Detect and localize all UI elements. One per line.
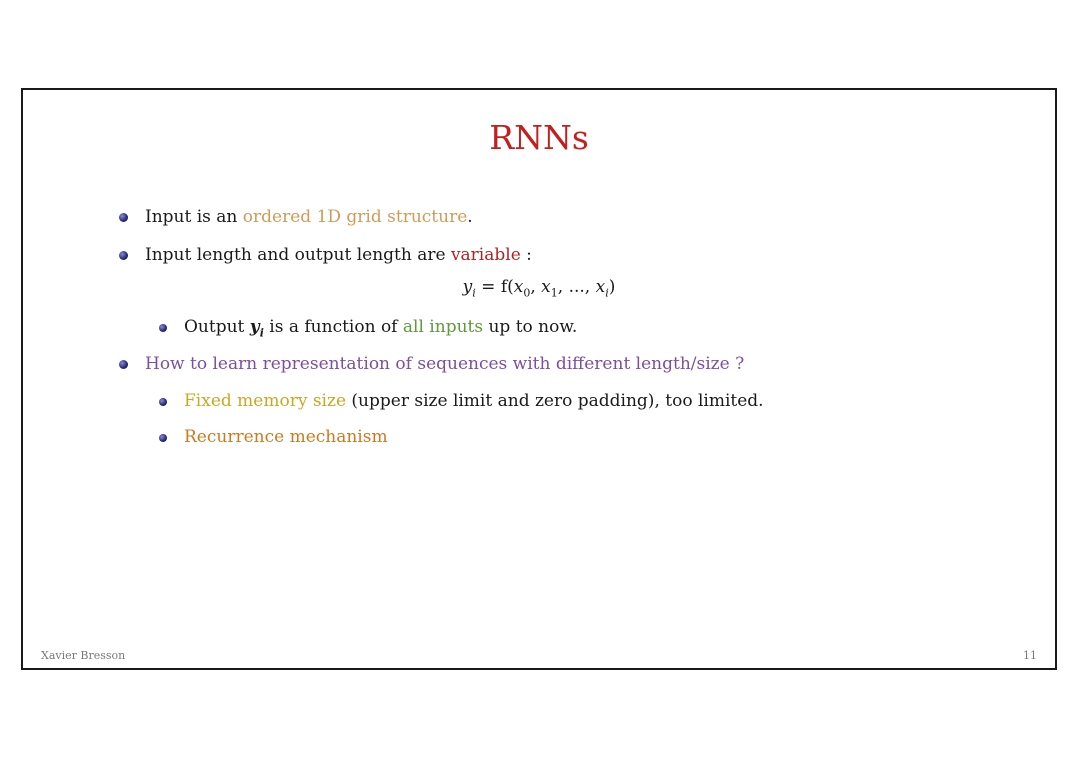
- bullet-1-highlight: ordered 1D grid structure: [242, 207, 468, 227]
- bullet-item-2: [145, 245, 532, 265]
- bullet-2-text: Input length and output length are: [145, 245, 451, 265]
- slide: [21, 88, 1057, 670]
- sub-bullet-icon: [159, 398, 167, 406]
- bullet-icon: [119, 360, 128, 369]
- bullet-2-post: :: [520, 245, 532, 265]
- bullet-icon: [119, 213, 128, 222]
- sub-bullet-1-highlight: all inputs: [402, 317, 484, 337]
- sub-bullet-item-1: Output $y_i$ is a function of all inputs up to now.: [184, 317, 578, 340]
- bullet-icon: [119, 251, 128, 260]
- sub-bullet-item-3: Recurrence mechanism: [184, 427, 388, 447]
- slide-title: RNNs: [489, 118, 589, 157]
- bullet-item-3: How to learn representation of sequences with different length/size ?: [145, 354, 745, 374]
- footer-author: Xavier Bresson: [41, 649, 126, 662]
- bullet-item-1: [145, 207, 473, 227]
- page-number: 11: [1023, 649, 1037, 662]
- bullet-1-text: Input is an: [145, 207, 243, 227]
- bullet-2-highlight: variable: [450, 245, 521, 265]
- sub-bullet-icon: [159, 324, 167, 332]
- equation: $y_i = f(x_0$, $x_1$, ..., $x_i$): [462, 277, 616, 300]
- sub-bullet-item-2: Fixed memory size (upper size limit and zero padding), too limited.: [184, 391, 764, 411]
- bullet-1-post: .: [467, 207, 473, 227]
- sub-bullet-2-highlight: Fixed memory size: [184, 391, 347, 411]
- sub-bullet-icon: [159, 434, 167, 442]
